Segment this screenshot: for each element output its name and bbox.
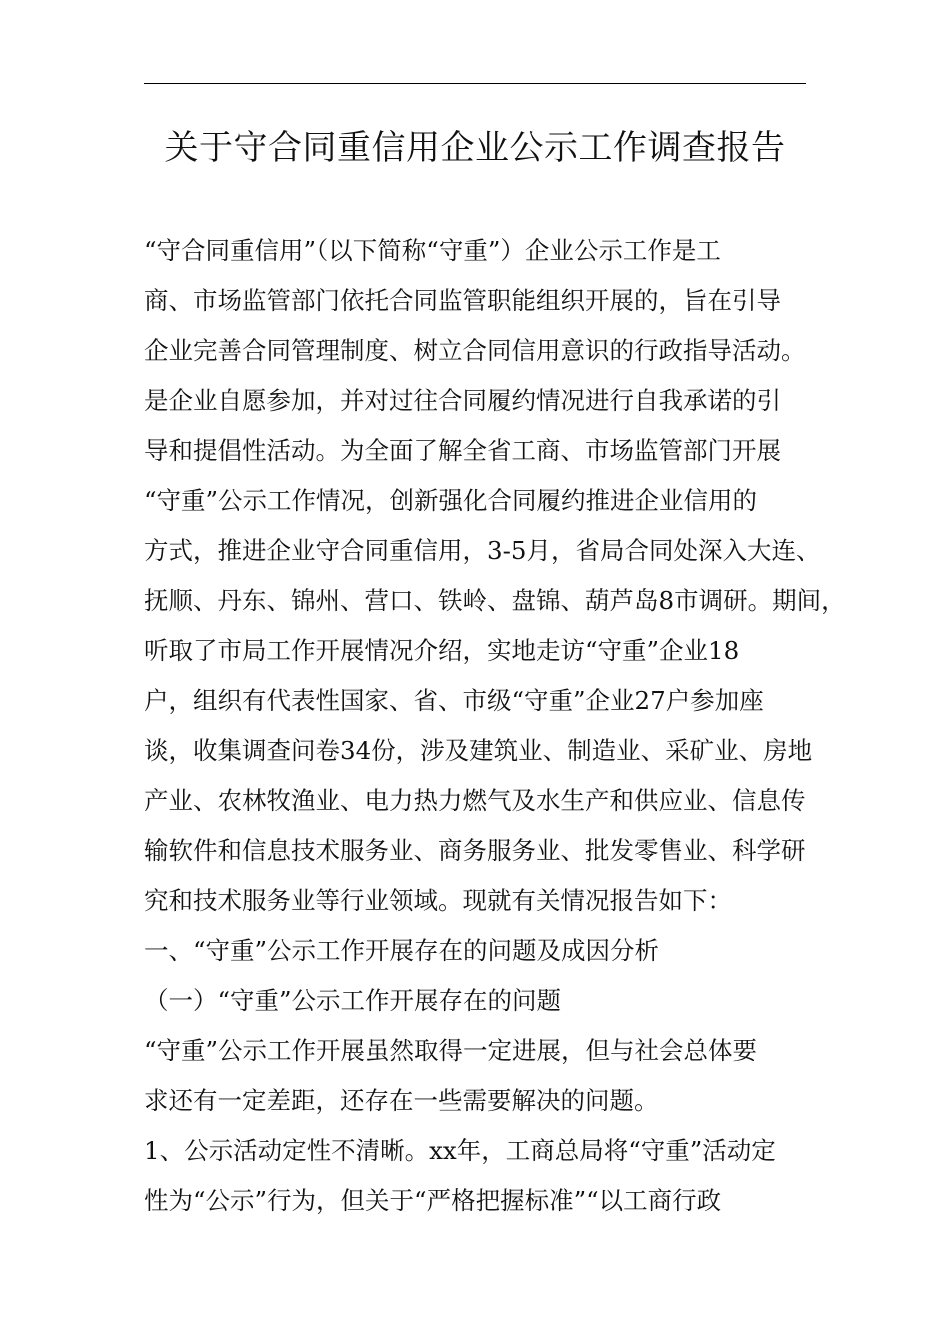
text-line: 性为“公示”行为，但关于“严格把握标准”“以工商行政 bbox=[144, 1186, 722, 1215]
document-body bbox=[144, 226, 846, 1226]
body-text bbox=[144, 226, 846, 1226]
text-line: 求还有一定差距，还存在一些需要解决的问题。 bbox=[144, 1086, 659, 1115]
text-line: “守重”公示工作开展虽然取得一定进展，但与社会总体要 bbox=[144, 1036, 758, 1065]
header-rule bbox=[144, 83, 806, 84]
text-line: 抚顺、丹东、锦州、营口、铁岭、盘锦、葫芦岛8市调研。期间， bbox=[144, 586, 846, 615]
text-line: 方式，推进企业守合同重信用，3-5月，省局合同处深入大连、 bbox=[144, 536, 821, 565]
text-line: 究和技术服务业等行业领域。现就有关情况报告如下： bbox=[144, 886, 732, 915]
text-line: 导和提倡性活动。为全面了解全省工商、市场监管部门开展 bbox=[144, 436, 781, 465]
text-line: 户，组织有代表性国家、省、市级“守重”企业27户参加座 bbox=[144, 686, 764, 715]
subsection-heading: （一）“守重”公示工作开展存在的问题 bbox=[144, 986, 562, 1015]
text-line: 输软件和信息技术服务业、商务服务业、批发零售业、科学研 bbox=[144, 836, 806, 865]
text-line: 1、公示活动定性不清晰。xx年，工商总局将“守重”活动定 bbox=[144, 1136, 776, 1165]
text-line: 听取了市局工作开展情况介绍，实地走访“守重”企业18 bbox=[144, 636, 740, 665]
text-line: 产业、农林牧渔业、电力热力燃气及水生产和供应业、信息传 bbox=[144, 786, 806, 815]
text-line: 是企业自愿参加，并对过往合同履约情况进行自我承诺的引 bbox=[144, 386, 781, 415]
text-line: 商、市场监管部门依托合同监管职能组织开展的，旨在引导 bbox=[144, 286, 781, 315]
text-line: “守合同重信用”（以下简称“守重”）企业公示工作是工 bbox=[144, 236, 721, 265]
text-line: 企业完善合同管理制度、树立合同信用意识的行政指导活动。 bbox=[144, 336, 806, 365]
section-heading: 一、“守重”公示工作开展存在的问题及成因分析 bbox=[144, 936, 660, 965]
document-title: 关于守合同重信用企业公示工作调查报告 bbox=[164, 128, 786, 168]
text-line: “守重”公示工作情况，创新强化合同履约推进企业信用的 bbox=[144, 486, 758, 515]
text-line: 谈，收集调查问卷34份，涉及建筑业、制造业、采矿业、房地 bbox=[144, 736, 813, 765]
